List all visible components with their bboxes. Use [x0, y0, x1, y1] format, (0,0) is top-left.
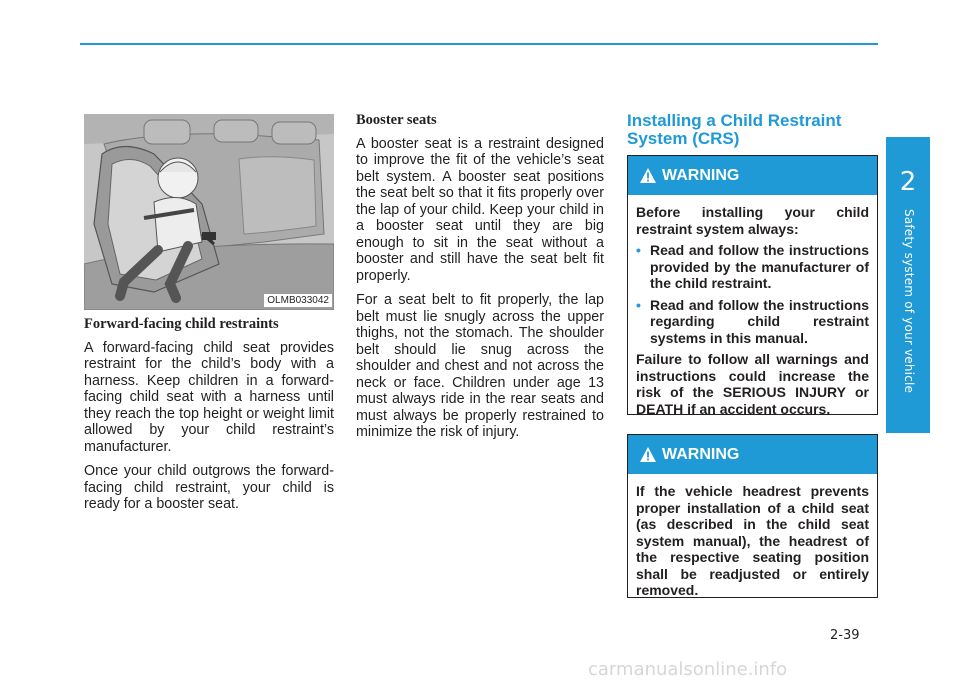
- paragraph: A booster seat is a restraint designed to improve the fit of the vehicle’s seat belt system. A booster seat positions the seat belt so that it fits properly over the lap of your child. Keep your child in a booster seat until they are big enough to sit in the seat without a booster and still have the seat belt fit properly.: [356, 135, 604, 284]
- paragraph: For a seat belt to fit properly, the lap belt must lie snugly across the upper thighs, not the stomach. The shoulder belt should lie snug across the shoulder and chest and not across the neck or face. Children under age 13 must always ride in the rear seats and must always be properly restrained to minimize the risk of injury.: [356, 292, 604, 440]
- warning-closing: Failure to follow all warnings and instructions could increase the risk of the SERIOUS INJURY or DEATH if an accident occurs.: [636, 351, 869, 417]
- warning-box: [627, 155, 878, 415]
- section-heading: Forward-facing child restraints: [84, 316, 279, 332]
- chapter-number: 2: [899, 167, 917, 197]
- chapter-title: Safety system of your vehicle: [902, 209, 916, 394]
- warning-triangle-icon: [640, 447, 656, 462]
- chapter-tab[interactable]: [886, 137, 930, 433]
- child-seat-illustration: [84, 114, 334, 310]
- warning-label: WARNING: [662, 445, 740, 463]
- warning-intro: Before installing your child restraint system always:: [636, 204, 869, 237]
- warning-triangle-icon: [640, 168, 656, 183]
- section-heading: Booster seats: [356, 112, 437, 128]
- page-number: 2-39: [830, 628, 860, 643]
- warning-body: [628, 195, 877, 430]
- list-item: • Read and follow the instructions provided by the manufacturer of the child restraint.: [636, 242, 869, 292]
- column-forward-facing: [84, 316, 334, 521]
- warning-label: WARNING: [662, 166, 740, 184]
- warning-list: [636, 242, 869, 346]
- list-item: • Read and follow the instructions regarding child restraint systems in this manual.: [636, 297, 869, 347]
- section-title: Installing a Child Restraint System (CRS): [627, 111, 842, 148]
- child-seat-drawing: [84, 114, 334, 310]
- paragraph: A forward-facing child seat provides restraint for the child’s body with a harness. Keep children in a forward-facing child seat with a harness until they reach the top height or weight limit allowed by your child restraint’s manufacturer.: [84, 339, 334, 455]
- column-booster-seats: [356, 112, 604, 449]
- warning-header: [628, 435, 877, 474]
- figure-code: OLMB033042: [264, 294, 332, 307]
- footer-watermark: carmanualsonline.info: [588, 659, 788, 680]
- warning-body: [628, 474, 877, 612]
- paragraph: Once your child outgrows the forward-facing child restraint, your child is ready for a booster seat.: [84, 463, 334, 512]
- warning-header: [628, 156, 877, 195]
- warning-text: If the vehicle headrest prevents proper installation of a child seat (as described in the child seat system manual), the headrest of the respective seating position shall be readjusted or entirely removed.: [636, 483, 869, 598]
- top-rule: [80, 43, 878, 45]
- warning-box: [627, 434, 878, 598]
